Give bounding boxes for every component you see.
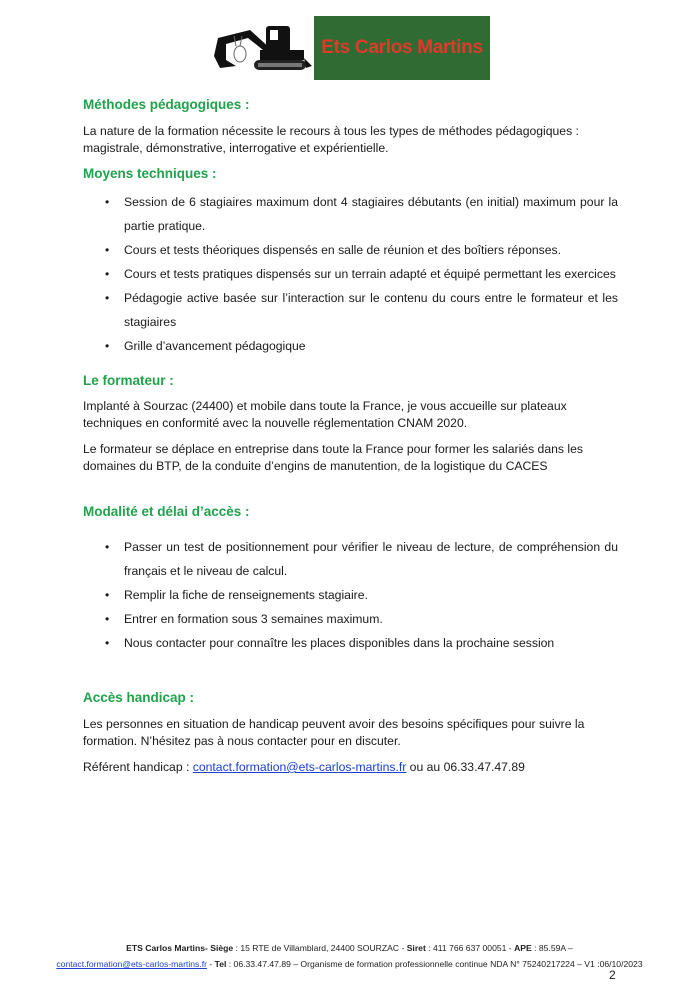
excavator-icon — [210, 16, 314, 80]
bullet-icon: • — [105, 291, 110, 305]
list-item: • Cours et tests théoriques dispensés en salle de réunion et des boîtiers réponses. — [83, 238, 618, 262]
heading-modalite: Modalité et délai d’accès : — [83, 504, 250, 519]
list-item: • Remplir la fiche de renseignements stagiaire. — [83, 583, 618, 607]
page-number: 2 — [609, 968, 616, 982]
document-body — [83, 96, 618, 776]
heading-handicap: Accès handicap : — [83, 690, 195, 705]
heading-moyens: Moyens techniques : — [83, 166, 217, 181]
bullet-icon: • — [105, 636, 110, 650]
bullet-icon: • — [105, 588, 110, 602]
bullet-icon: • — [105, 612, 110, 626]
referent-email-link[interactable]: contact.formation@ets-carlos-martins.fr — [192, 760, 407, 774]
footer-line-1: ETS Carlos Martins- Siège : 15 RTE de Villamblard, 24400 SOURZAC - Siret : 411 766 637 00051 - APE : 85.59A – — [126, 943, 573, 953]
logo-banner — [314, 16, 490, 80]
bullet-icon: • — [105, 267, 110, 281]
moyens-list — [83, 190, 618, 358]
bullet-icon: • — [105, 339, 110, 353]
bullet-icon: • — [105, 195, 110, 209]
modalite-list — [83, 535, 618, 655]
company-logo — [210, 16, 490, 80]
list-item: • Nous contacter pour connaître les places disponibles dans la prochaine session — [83, 631, 618, 655]
list-item: • Entrer en formation sous 3 semaines maximum. — [83, 607, 618, 631]
bullet-icon: • — [105, 540, 110, 554]
bullet-icon: • — [105, 243, 110, 257]
formateur-text-2: Le formateur se déplace en entreprise dans toute la France pour former les salariés dans les domaines du BTP, de la conduite d’engins de manutention, de la logistique du CACES — [83, 442, 583, 473]
list-item: • Passer un test de positionnement pour vérifier le niveau de lecture, de compréhension du français et le niveau de calcul. — [83, 535, 618, 583]
brand-name: Ets Carlos Martins — [321, 37, 483, 58]
heading-formateur: Le formateur : — [83, 373, 174, 388]
handicap-text: Les personnes en situation de handicap peuvent avoir des besoins spécifiques pour suivre la formation. N’hésitez pas à nous contacter pour en discuter. — [83, 717, 585, 748]
list-item: • Session de 6 stagiaires maximum dont 4 stagiaires débutants (en initial) maximum pour la partie pratique. — [83, 190, 618, 238]
list-item: • Grille d’avancement pédagogique — [83, 334, 618, 358]
list-item: • Pédagogie active basée sur l’interaction sur le contenu du cours entre le formateur et les stagiaires — [83, 286, 618, 334]
list-item: • Cours et tests pratiques dispensés sur un terrain adapté et équipé permettant les exercices — [83, 262, 618, 286]
referent-line: Référent handicap : contact.formation@ets-carlos-martins.fr ou au 06.33.47.47.89 — [83, 760, 525, 774]
footer-email-link[interactable]: contact.formation@ets-carlos-martins.fr — [56, 959, 207, 969]
footer-line-2: contact.formation@ets-carlos-martins.fr - Tel : 06.33.47.47.89 – Organisme de formation professionnelle continue NDA N° 75240217224 – V1 :06/10/2023 — [56, 959, 643, 969]
formateur-text-1: Implanté à Sourzac (24400) et mobile dans toute la France, je vous accueille sur plateaux techniques en conformité avec la nouvelle réglementation CNAM 2020. — [83, 399, 567, 430]
referent-phone: 06.33.47.47.89 — [443, 760, 525, 774]
heading-methodes: Méthodes pédagogiques : — [83, 97, 250, 112]
methodes-text: La nature de la formation nécessite le recours à tous les types de méthodes pédagogiques : magistrale, démonstrative, interrogative et expérientielle. — [83, 124, 579, 155]
